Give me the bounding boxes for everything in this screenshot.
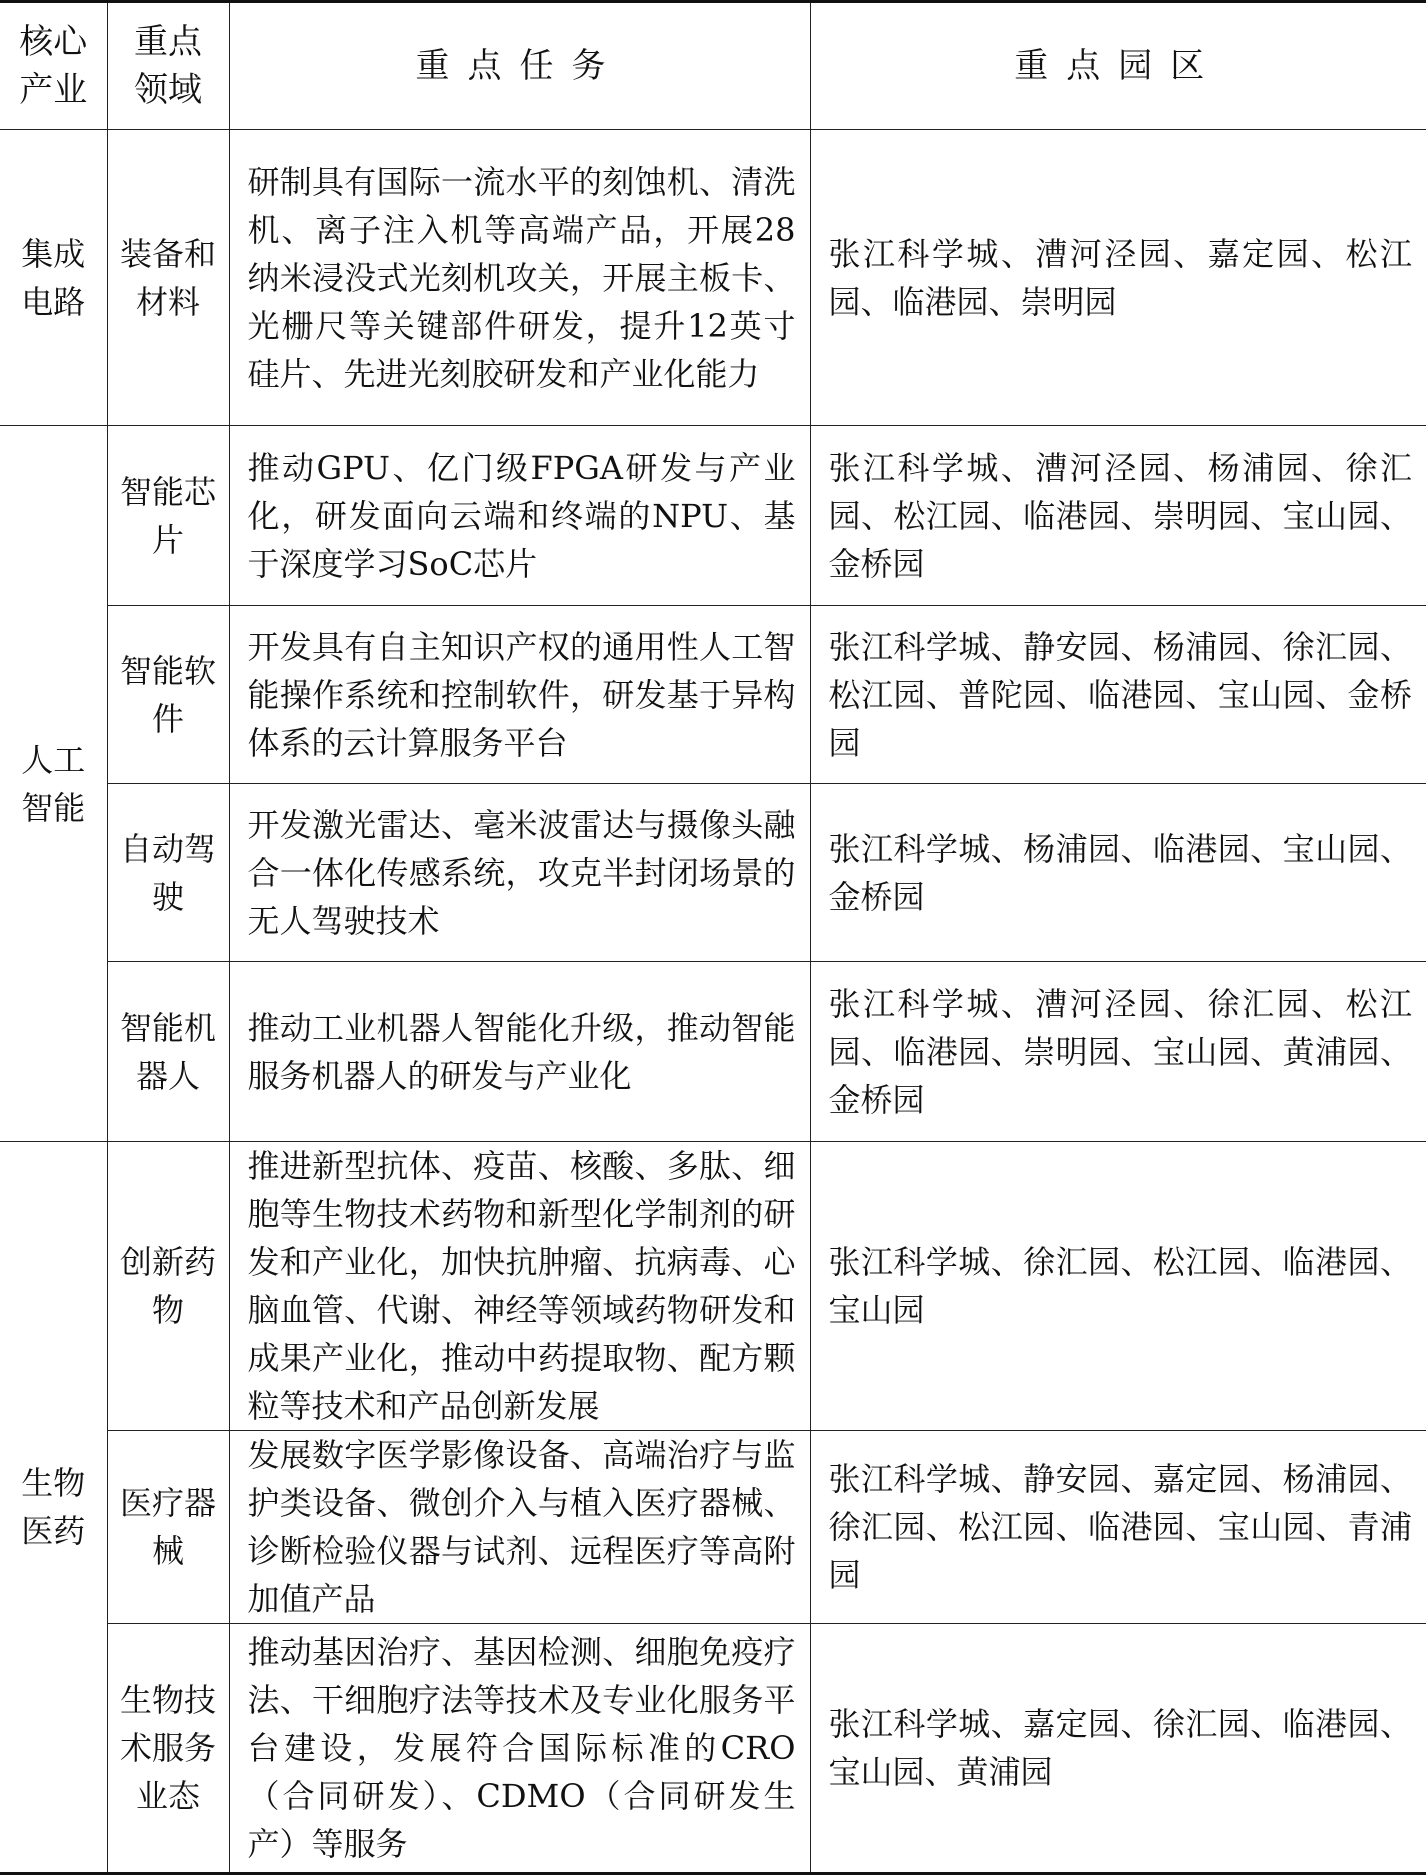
industry-cell: 集成电路 [0,130,107,426]
task-cell: 研制具有国际一流水平的刻蚀机、清洗机、离子注入机等高端产品，开展28纳米浸没式光刻机攻关，开展主板卡、光栅尺等关键部件研发，提升12英寸硅片、先进光刻胶研发和产业化能力 [229,130,810,426]
field-cell: 自动驾驶 [107,784,229,962]
table-row [0,426,1426,606]
parks-cell: 张江科学城、静安园、杨浦园、徐汇园、松江园、普陀园、临港园、宝山园、金桥园 [810,606,1426,784]
table-row [0,130,1426,426]
task-cell: 开发具有自主知识产权的通用性人工智能操作系统和控制软件，研发基于异构体系的云计算服务平台 [229,606,810,784]
header-row [0,2,1426,130]
field-cell: 生物技术服务业态 [107,1624,229,1874]
parks-cell: 张江科学城、静安园、嘉定园、杨浦园、徐汇园、松江园、临港园、宝山园、青浦园 [810,1431,1426,1624]
field-cell: 智能机器人 [107,962,229,1142]
table-row [0,1431,1426,1624]
task-cell: 开发激光雷达、毫米波雷达与摄像头融合一体化传感系统，攻克半封闭场景的无人驾驶技术 [229,784,810,962]
header-core-industry: 核心产业 [0,2,107,130]
field-cell: 装备和材料 [107,130,229,426]
header-key-park: 重点园区 [810,2,1426,130]
header-key-task: 重点任务 [229,2,810,130]
parks-cell: 张江科学城、漕河泾园、嘉定园、松江园、临港园、崇明园 [810,130,1426,426]
task-cell: 推动工业机器人智能化升级，推动智能服务机器人的研发与产业化 [229,962,810,1142]
field-cell: 医疗器械 [107,1431,229,1624]
table-row [0,1624,1426,1874]
industry-cell: 人工智能 [0,426,107,1142]
parks-cell: 张江科学城、漕河泾园、徐汇园、松江园、临港园、崇明园、宝山园、黄浦园、金桥园 [810,962,1426,1142]
parks-cell: 张江科学城、徐汇园、松江园、临港园、宝山园 [810,1142,1426,1431]
table-row [0,784,1426,962]
parks-cell: 张江科学城、漕河泾园、杨浦园、徐汇园、松江园、临港园、崇明园、宝山园、金桥园 [810,426,1426,606]
header-key-field: 重点领域 [107,2,229,130]
task-cell: 推进新型抗体、疫苗、核酸、多肽、细胞等生物技术药物和新型化学制剂的研发和产业化，加快抗肿瘤、抗病毒、心脑血管、代谢、神经等领域药物研发和成果产业化，推动中药提取物、配方颗粒等技术和产品创新发展 [229,1142,810,1431]
task-cell: 推动GPU、亿门级FPGA研发与产业化，研发面向云端和终端的NPU、基于深度学习SoC芯片 [229,426,810,606]
task-cell: 发展数字医学影像设备、高端治疗与监护类设备、微创介入与植入医疗器械、诊断检验仪器与试剂、远程医疗等高附加值产品 [229,1431,810,1624]
parks-cell: 张江科学城、杨浦园、临港园、宝山园、金桥园 [810,784,1426,962]
table-row [0,1142,1426,1431]
field-cell: 创新药物 [107,1142,229,1431]
task-cell: 推动基因治疗、基因检测、细胞免疫疗法、干细胞疗法等技术及专业化服务平台建设，发展符合国际标准的CRO（合同研发）、CDMO（合同研发生产）等服务 [229,1624,810,1874]
table-row [0,962,1426,1142]
field-cell: 智能软件 [107,606,229,784]
parks-cell: 张江科学城、嘉定园、徐汇园、临港园、宝山园、黄浦园 [810,1624,1426,1874]
field-cell: 智能芯片 [107,426,229,606]
table-row [0,606,1426,784]
industry-cell: 生物医药 [0,1142,107,1874]
